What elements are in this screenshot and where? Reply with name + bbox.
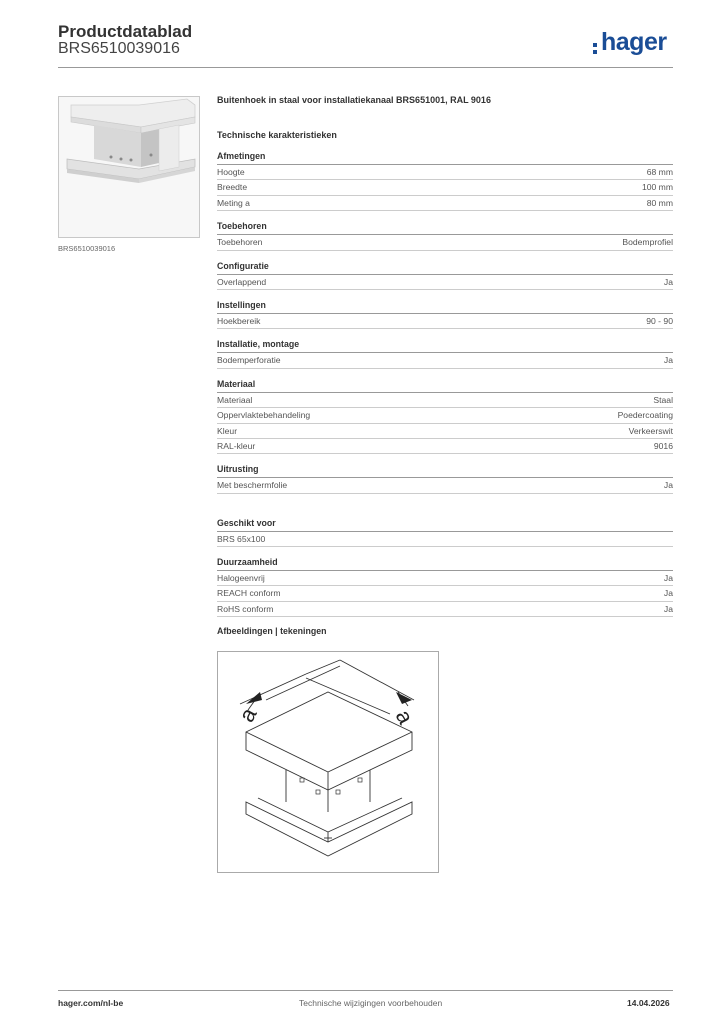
- spec-row: Hoekbereik 90 - 90: [217, 314, 673, 329]
- product-image: [58, 96, 200, 238]
- product-code: BRS6510039016: [58, 40, 180, 57]
- section-title: Geschikt voor: [217, 517, 673, 532]
- spec-row: Hoogte 68 mm: [217, 165, 673, 180]
- page-title: Productdatablad: [58, 22, 193, 41]
- spec-row: Oppervlaktebehandeling Poedercoating: [217, 408, 673, 423]
- spec-row: Materiaal Staal: [217, 393, 673, 408]
- hager-logo: hager: [593, 28, 667, 57]
- spec-row: Bodemperforatie Ja: [217, 353, 673, 368]
- footer-website: hager.com/nl-be: [58, 998, 124, 1008]
- spec-row: BRS 65x100: [217, 532, 673, 547]
- spec-row: Halogeenvrij Ja: [217, 571, 673, 586]
- tech-heading: Technische karakteristieken: [217, 130, 337, 140]
- section-title: Uitrusting: [217, 463, 673, 478]
- section-materiaal: [217, 378, 673, 455]
- section-installatie: [217, 338, 673, 368]
- section-title: Installatie, montage: [217, 338, 673, 353]
- section-geschikt-voor: [217, 517, 673, 547]
- spec-column: [217, 95, 673, 636]
- image-caption: BRS6510039016: [58, 244, 116, 253]
- product-description: Buitenhoek in staal voor installatiekanaal BRS651001, RAL 9016: [217, 95, 491, 105]
- header-divider: [58, 67, 673, 68]
- section-title: Afmetingen: [217, 150, 673, 165]
- spec-row: Toebehoren Bodemprofiel: [217, 235, 673, 250]
- spec-row: Breedte 100 mm: [217, 180, 673, 195]
- dimension-label-left: a: [233, 703, 262, 727]
- section-title: Duurzaamheid: [217, 556, 673, 571]
- spec-row: RoHS conform Ja: [217, 602, 673, 617]
- logo-dots-icon: [593, 43, 599, 54]
- technical-drawing: [217, 651, 439, 873]
- drawings-heading: Afbeeldingen | tekeningen: [217, 626, 327, 637]
- section-title: Configuratie: [217, 260, 673, 275]
- section-toebehoren: [217, 220, 673, 250]
- footer-disclaimer: Technische wijzigingen voorbehouden: [299, 998, 443, 1008]
- spec-row: Met beschermfolie Ja: [217, 478, 673, 493]
- section-duurzaamheid: [217, 556, 673, 617]
- spec-row: RAL-kleur 9016: [217, 439, 673, 454]
- section-title: Instellingen: [217, 299, 673, 314]
- section-configuratie: [217, 260, 673, 290]
- footer-date: 14.04.2026: [627, 998, 670, 1008]
- section-instellingen: [217, 299, 673, 329]
- spec-row: Kleur Verkeerswit: [217, 424, 673, 439]
- section-title: Materiaal: [217, 378, 673, 393]
- spec-row: Meting a 80 mm: [217, 196, 673, 211]
- footer-divider: [58, 990, 673, 991]
- section-afmetingen: [217, 150, 673, 211]
- section-uitrusting: [217, 463, 673, 493]
- section-title: Toebehoren: [217, 220, 673, 235]
- spec-row: Overlappend Ja: [217, 275, 673, 290]
- dimension-label-right: a: [390, 705, 419, 729]
- spec-row: REACH conform Ja: [217, 586, 673, 601]
